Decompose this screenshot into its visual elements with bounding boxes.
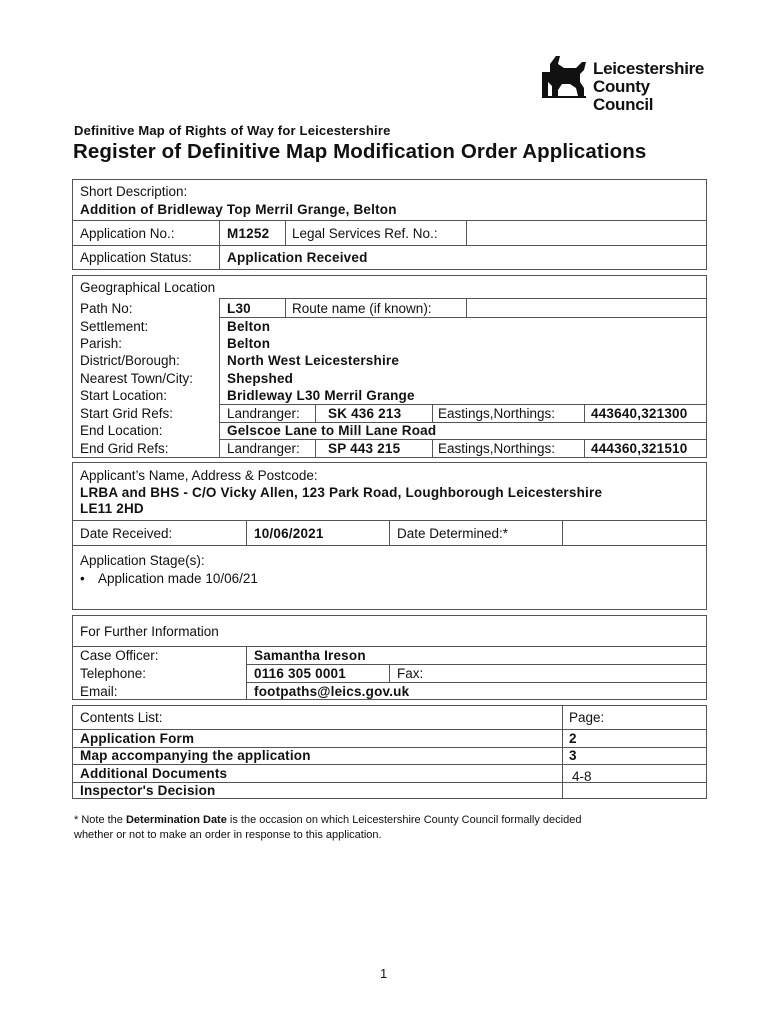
telephone-label: Telephone: <box>80 666 147 681</box>
end-location-value: Gelscoe Lane to Mill Lane Road <box>227 423 437 438</box>
start-landranger-label: Landranger: <box>227 406 300 421</box>
email-value[interactable]: footpaths@leics.gov.uk <box>254 684 410 699</box>
contents-item-application-form[interactable]: Application Form <box>80 731 195 746</box>
contents-heading: Contents List: <box>80 710 163 725</box>
start-landranger-value: SK 436 213 <box>328 406 402 421</box>
org-name-line1: Leicestershire <box>593 59 705 78</box>
settlement-value: Belton <box>227 319 271 334</box>
case-officer-label: Case Officer: <box>80 648 159 663</box>
page-title: Register of Definitive Map Modification Order Applications <box>73 140 647 163</box>
org-name-line2: County Council <box>593 77 654 114</box>
end-landranger-label: Landranger: <box>227 441 300 456</box>
application-no-label: Application No.: <box>80 226 175 241</box>
settlement-label: Settlement: <box>80 319 149 334</box>
page-number: 1 <box>380 966 388 981</box>
start-eastings-value: 443640,321300 <box>591 406 688 421</box>
nearest-town-value: Shepshed <box>227 371 294 386</box>
telephone-value: 0116 305 0001 <box>254 666 346 681</box>
contents-item-inspectors-decision[interactable]: Inspector's Decision <box>80 783 216 798</box>
path-no-label: Path No: <box>80 301 133 316</box>
path-no-value: L30 <box>227 301 251 316</box>
applicant-address-line1: LRBA and BHS - C/O Vicky Allen, 123 Park Road, Loughborough Leicestershire <box>80 485 603 500</box>
date-determined-label: Date Determined:* <box>397 526 509 541</box>
end-grid-label: End Grid Refs: <box>80 441 169 456</box>
end-landranger-value: SP 443 215 <box>328 441 401 456</box>
district-label: District/Borough: <box>80 353 180 368</box>
contents-page-number: 2 <box>569 731 577 746</box>
route-name-label: Route name (if known): <box>292 301 432 316</box>
applicant-address-line2: LE11 2HD <box>80 501 144 516</box>
fax-label: Fax: <box>397 666 424 681</box>
start-location-value: Bridleway L30 Merril Grange <box>227 388 415 403</box>
start-grid-label: Start Grid Refs: <box>80 406 174 421</box>
determination-note: * Note the Determination Date is the occasion on which Leicestershire County Council formally decided whether or not to make an order in response to this application. <box>74 814 582 841</box>
short-description-label: Short Description: <box>80 184 188 199</box>
status-value: Application Received <box>227 250 368 265</box>
date-received-label: Date Received: <box>80 526 173 541</box>
contents-page-number: 4-8 <box>572 769 592 784</box>
start-location-label: Start Location: <box>80 388 168 403</box>
contents-item-additional-documents[interactable]: Additional Documents <box>80 766 228 781</box>
nearest-town-label: Nearest Town/City: <box>80 371 194 386</box>
contents-item-map[interactable]: Map accompanying the application <box>80 748 311 763</box>
status-label: Application Status: <box>80 250 192 265</box>
contents-page-number: 3 <box>569 748 577 763</box>
parish-value: Belton <box>227 336 271 351</box>
end-location-label: End Location: <box>80 423 163 438</box>
district-value: North West Leicestershire <box>227 353 400 368</box>
fox-logo-icon <box>540 52 588 98</box>
application-no-value: M1252 <box>227 226 270 241</box>
application-stages-label: Application Stage(s): <box>80 553 205 568</box>
contents-page-heading: Page: <box>569 710 605 725</box>
location-heading: Geographical Location <box>80 280 216 295</box>
bullet-icon: • <box>80 571 85 586</box>
applicant-label: Applicant’s Name, Address & Postcode: <box>80 468 318 483</box>
legal-ref-label: Legal Services Ref. No.: <box>292 226 438 241</box>
date-received-value: 10/06/2021 <box>254 526 324 541</box>
start-eastings-label: Eastings,Northings: <box>438 406 556 421</box>
email-label: Email: <box>80 684 118 699</box>
parish-label: Parish: <box>80 336 123 351</box>
short-description-value: Addition of Bridleway Top Merril Grange, Belton <box>80 202 397 217</box>
case-officer-value: Samantha Ireson <box>254 648 366 663</box>
end-eastings-label: Eastings,Northings: <box>438 441 556 456</box>
end-eastings-value: 444360,321510 <box>591 441 688 456</box>
application-stage-item: • Application made 10/06/21 <box>80 571 258 586</box>
page-subtitle: Definitive Map of Rights of Way for Leicestershire <box>74 123 391 138</box>
council-logo <box>540 52 710 114</box>
further-info-heading: For Further Information <box>80 624 219 639</box>
